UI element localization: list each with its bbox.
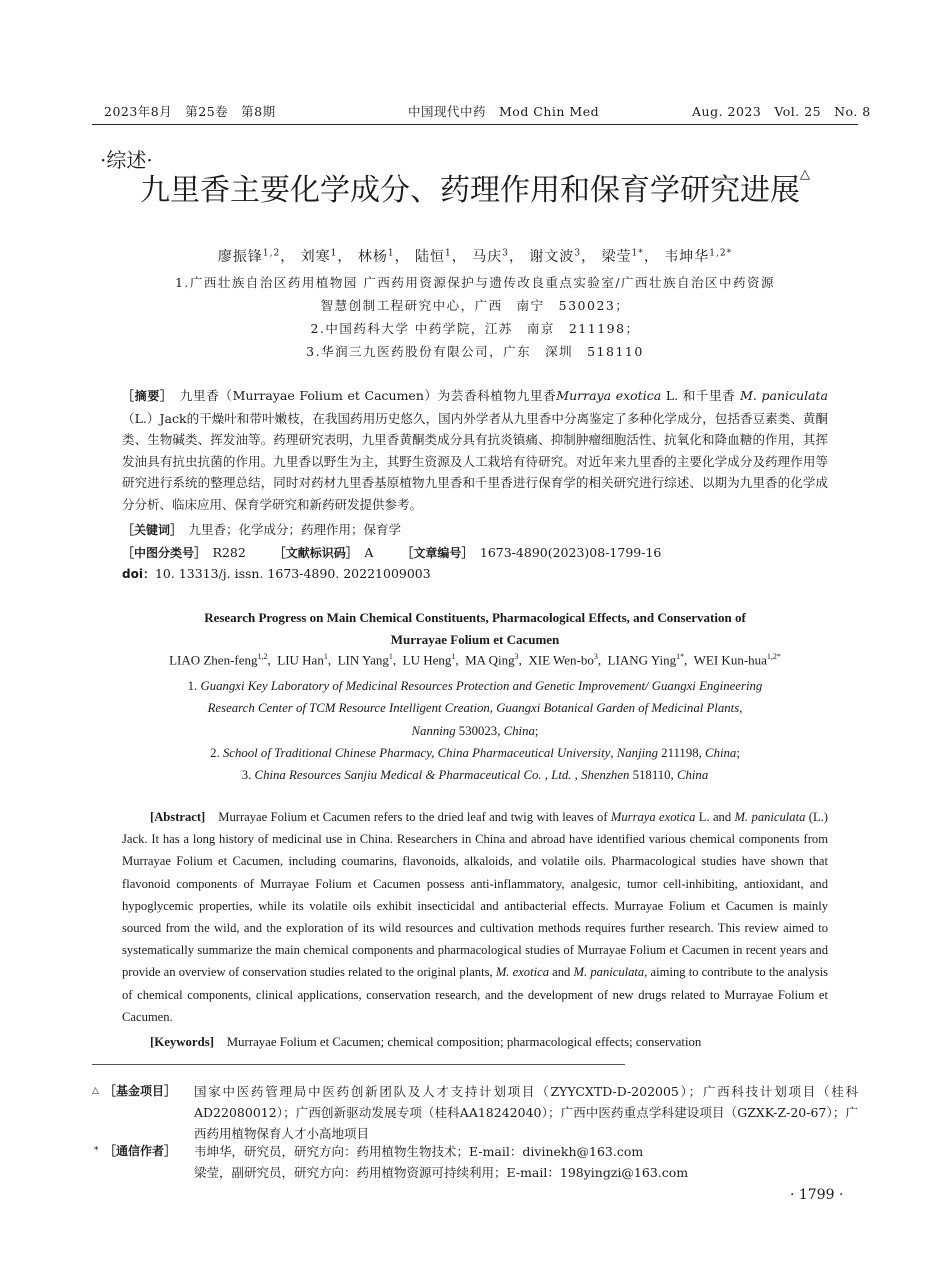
author-en: LIAO Zhen-feng [169, 652, 258, 668]
header-issue: 2023年8月 第25卷 第8期 [104, 104, 276, 119]
title-en [120, 607, 830, 651]
footnote-rule [92, 1064, 625, 1065]
author-cn: 林杨 [357, 249, 388, 265]
abstract-en-label: [Abstract] [150, 810, 206, 824]
author-en-affil: 1 [388, 652, 393, 661]
author-cn: 陆恒 [415, 249, 446, 265]
affiliation-cn-line: 2.中国药科大学 中药学院，江苏 南京 211198； [310, 321, 640, 336]
title-en-line: Murrayae Folium et Cacumen [390, 632, 560, 647]
species-name: M. paniculata [734, 810, 806, 824]
abstract-cn-label: ［摘要］ [122, 389, 167, 403]
author-en: XIE Wen-bo [528, 652, 594, 668]
species-name: Murraya exotica [610, 810, 696, 824]
author-en: LU Heng [402, 652, 452, 668]
header-rule [92, 124, 858, 125]
author-en-affil: 1 [323, 652, 328, 661]
corr-label: ［通信作者］ [104, 1144, 177, 1158]
author-cn-affil: 1* [631, 248, 644, 259]
keywords-cn-label: ［关键词］ [122, 523, 177, 537]
title-en-line: Research Progress on Main Chemical Constituents, Pharmacological Effects, and Conservation of [204, 610, 746, 625]
author-cn-affil: 1 [330, 248, 338, 259]
doi-value: 10. 13313/j. issn. 1673-4890. 20221009003 [154, 566, 431, 581]
affiliation-en-line: Research Center of TCM Resource Intelligent Creation, Guangxi Botanical Garden of Medicinal Plants, [207, 701, 743, 716]
affiliation-en-line: Nanning 530023, China; [411, 723, 539, 738]
author-en-affil: 1* [676, 652, 685, 661]
authors-cn: 廖振锋$^{1,2}$， 刘寒$^1$， 林杨$^1$， 陆恒$^1$， 马庆$^3$， 谢文波$^3$， 梁莹$^{1*}$， 韦坤华$^{1,2*}$ [217, 248, 733, 265]
author-cn-affil: 1 [445, 248, 452, 259]
abstract-cn-text: （L.）Jack的干燥叶和带叶嫩枝，在我国药用历史悠久，国内外学者从九里香中分离鉴定了多种化学成分，包括香豆素类、黄酮类、生物碱类、挥发油等。药理研究表明，九里香黄酮类成分具有抗炎镇痛、抑制肿瘤细胞活性、抗氧化和降血糖的作用，其挥发油具有抗虫抗菌的作用。九里香以野生为主，其野生资源及人工栽培有待研究。对近年来九里香的主要化学成分及药理作用等研究进行系统的整理总结，同时对药材九里香基原植物九里香和千里香进行保育学的相关研究进行综述、以期为九里香的化学成分分析、临床应用、保育学研究和新药研发提供参考。 [122, 410, 828, 512]
author-cn: 廖振锋 [217, 249, 263, 265]
abstract-en-text: (L.) Jack. It has a long history of medicinal use in China. Researchers in China and abroad have identified various chemical components from Murrayae Folium et Cacumen, including coumarins, flavonoids, alkaloids, and volatile oils. Pharmacological studies have shown that flavonoid components of Murrayae Folium et Cacumen possess anti-inflammatory, analgesic, tumor cell-inhibiting, antioxidant, and hypoglycemic properties, while its volatile oils exhibit insecticidal and antibacterial effects. Murrayae Folium et Cacumen is mainly sourced from the wild, and the exploration of its wild resources and cultivation methods requires further research. This review aimed to systematically summarize the main chemical components and pharmacological studies of Murrayae Folium et Cacumen in recent years and provide an overview of conservation studies related to the original plants, [122, 810, 828, 980]
author-en-affil: 1,2* [766, 652, 781, 661]
species-name: M. paniculata [573, 965, 645, 980]
corr-author-2: 梁莹，副研究员，研究方向：药用植物资源可持续利用；E-mail：198yingzi@163.com [194, 1165, 689, 1180]
header-volume: Aug. 2023 Vol. 25 No. 8 [692, 104, 871, 119]
clc-label: ［中图分类号］ [122, 546, 201, 560]
author-cn-affil: 1 [387, 248, 395, 259]
author-en-affil: 3 [593, 652, 598, 661]
keywords-en [150, 1031, 701, 1050]
author-cn: 韦坤华 [664, 249, 710, 265]
abstract-en [122, 806, 828, 1028]
title-cn [0, 165, 950, 209]
abstract-cn [122, 385, 828, 515]
species-name: M. paniculata [740, 388, 828, 403]
keywords-cn [122, 520, 401, 538]
corr-mark: * [94, 1146, 99, 1156]
clc-value: R282 [212, 545, 246, 560]
author-en: MA Qing [465, 652, 515, 668]
affiliation-en-line: 1. Guangxi Key Laboratory of Medicinal Resources Protection and Genetic Improvement/ Guangxi Engineering [187, 679, 763, 693]
author-cn-affil: 3 [502, 248, 509, 259]
title-cn-text: 九里香主要化学成分、药理作用和保育学研究进展 [140, 173, 800, 208]
keywords-en-text: Murrayae Folium et Cacumen; chemical composition; pharmacological effects; conservation [213, 1035, 702, 1049]
author-cn-affil: 3 [574, 248, 582, 259]
affiliation-en-line: 3. China Resources Sanjiu Medical & Pharmaceutical Co. , Ltd. , Shenzhen 518110, China [241, 768, 709, 783]
author-en-affil: 1 [451, 652, 456, 661]
species-name: M. exotica [495, 965, 549, 980]
page-number: · 1799 · [790, 1187, 844, 1203]
classification-line [122, 543, 661, 561]
doi-line [122, 565, 431, 582]
author-en: LIANG Ying [607, 652, 677, 668]
authors-en: LIAO Zhen-feng$^{1,2}$, LIU Han$^1$, LIN Yang$^1$, LU Heng$^1$, MA Qing$^3$, XIE Wen-$bo^3$, LIANG Ying$^{1*}$, WEI Kun-hua$^{1,2*}$ [169, 652, 781, 668]
header-journal: 中国现代中药 Mod Chin Med [408, 104, 600, 119]
fund-label: ［基金项目］ [104, 1084, 177, 1098]
keywords-en-label: [Keywords] [150, 1035, 214, 1049]
abstract-en-text: , aiming to contribute to the analysis of chemical components, clinical applications, conservation research, and the development of new drugs related to Murrayae Folium et Cacumen. [122, 965, 829, 1024]
author-cn-affil: 1,2 [262, 248, 281, 259]
author-en: WEI Kun-hua [693, 652, 767, 668]
fund-mark: △ [92, 1086, 99, 1096]
doc-code-value: A [364, 545, 374, 560]
corr-author-1: 韦坤华，研究员，研究方向：药用植物生物技术；E-mail：divinekh@163.com [194, 1144, 644, 1159]
affiliation-en-line: 2. School of Traditional Chinese Pharmacy, China Pharmaceutical University, Nanjing 211198, China; [210, 745, 740, 760]
affiliation-cn-line: 智慧创制工程研究中心，广西 南宁 530023； [320, 298, 630, 313]
abstract-cn-text: 九里香（Murrayae Folium et Cacumen）为芸香科植物九里香 [166, 388, 557, 403]
abstract-en-text: and [549, 965, 574, 980]
affiliation-cn-line: 3.华润三九医药股份有限公司，广东 深圳 518110 [306, 344, 644, 359]
column-tag: ·综述· [100, 148, 153, 172]
author-cn: 谢文波 [529, 249, 575, 265]
article-no-label: ［文章编号］ [401, 546, 468, 560]
author-cn-affil: 1,2* [709, 248, 733, 259]
author-en-affil: 1,2 [257, 652, 268, 661]
doc-code-label: ［文献标识码］ [273, 546, 352, 560]
doi-label: doi： [122, 567, 155, 581]
affiliations-en [100, 675, 850, 786]
author-en-affil: 3 [514, 652, 519, 661]
fund-text: 国家中医药管理局中医药创新团队及人才支持计划项目（ZYYCXTD-D-202005）；广西科技计划项目（桂科AD22080012）；广西创新驱动发展专项（桂科AA18242040）；广西中医药重点学科建设项目（GZXK-Z-20-67）；广西药用植物保育人才小高地项目 [194, 1084, 858, 1141]
abstract-en-text: Murrayae Folium et Cacumen refers to the dried leaf and twig with leaves of [205, 810, 611, 824]
author-en: LIN Yang [337, 652, 389, 668]
title-footnote-mark: △ [800, 167, 810, 182]
keywords-cn-text: 九里香；化学成分；药理作用；保育学 [188, 522, 402, 537]
author-cn: 马庆 [472, 249, 503, 265]
author-cn: 刘寒 [300, 249, 331, 265]
abstract-en-text: L. and [695, 810, 735, 824]
author-cn: 梁莹 [601, 249, 632, 265]
affiliation-cn-line: 1.广西壮族自治区药用植物园 广西药用资源保护与遗传改良重点实验室/广西壮族自治区中药资源 [174, 275, 776, 290]
author-en: LIU Han [277, 652, 324, 668]
article-no-value: 1673-4890(2023)08-1799-16 [479, 545, 662, 560]
abstract-cn-text: L. 和千里香 [661, 388, 741, 403]
species-name: Murraya exotica [556, 388, 662, 403]
